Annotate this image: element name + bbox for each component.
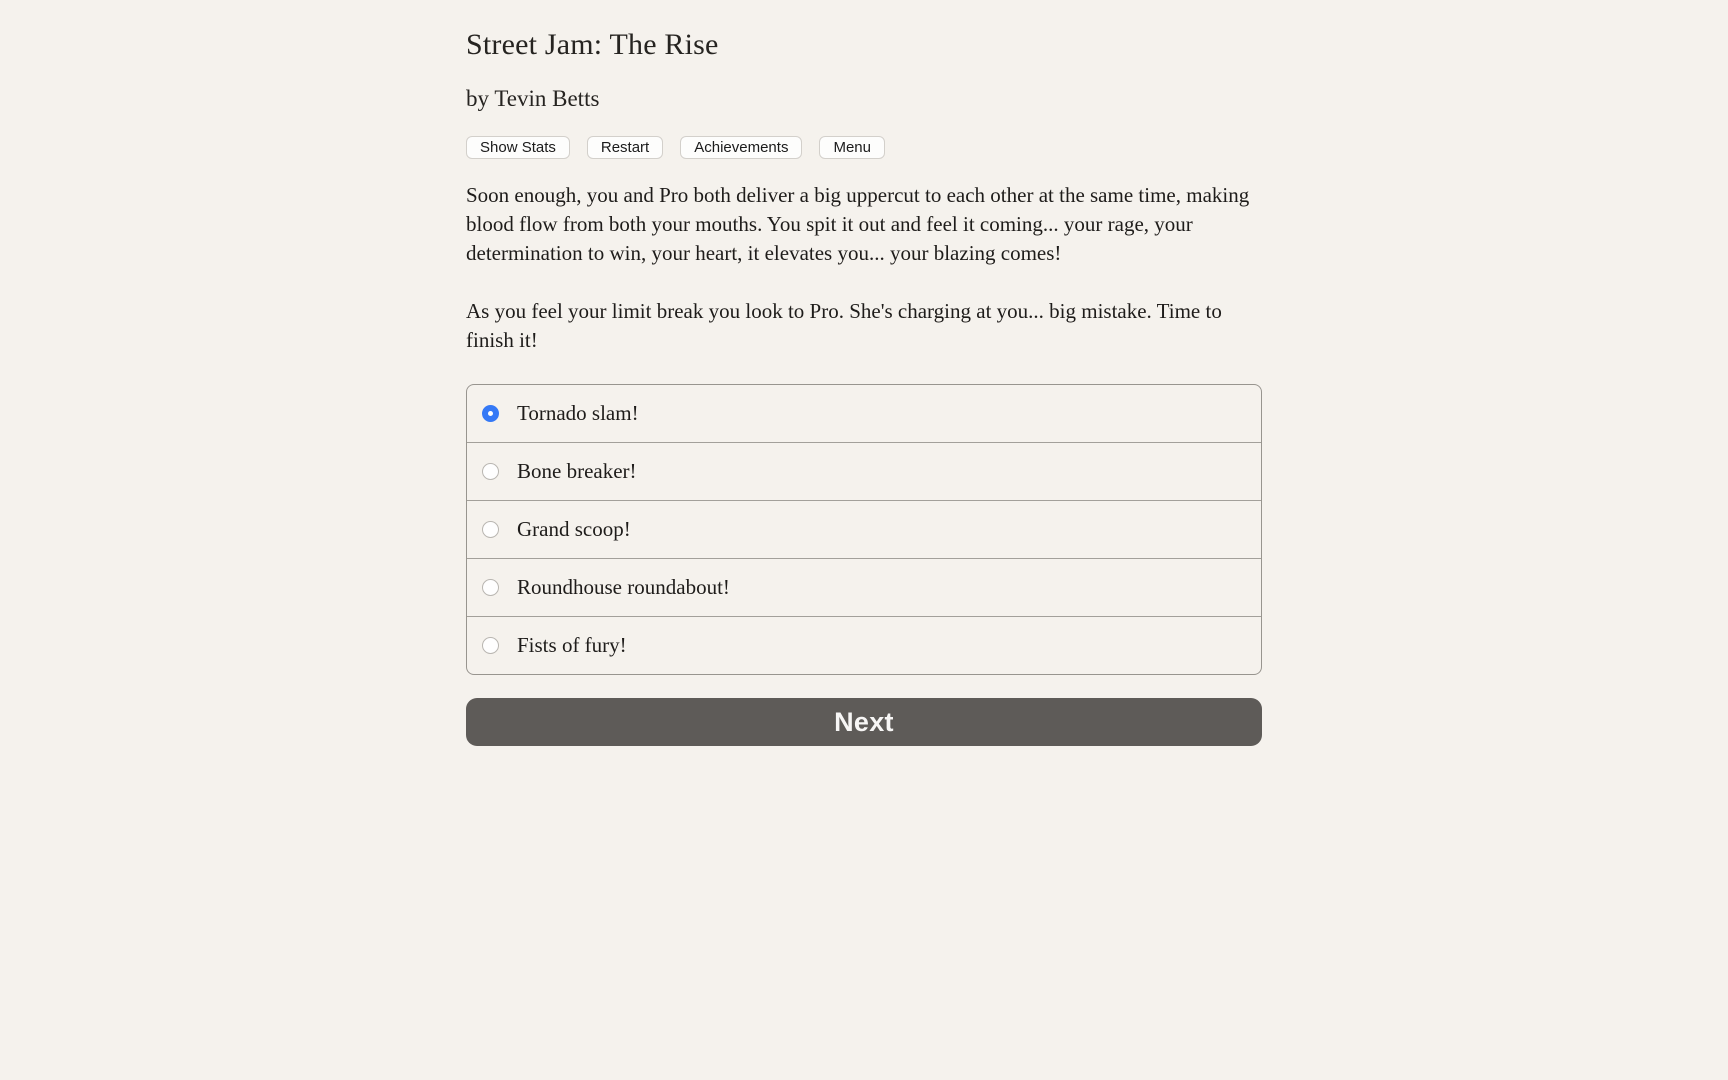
author-byline: by Tevin Betts [466, 86, 600, 111]
choice-option-tornado-slam[interactable] [467, 385, 1261, 442]
toolbar [466, 136, 1262, 159]
choice-label: Tornado slam! [517, 401, 639, 425]
page-title: Street Jam: The Rise [466, 28, 719, 61]
choice-option-grand-scoop[interactable] [467, 500, 1261, 558]
radio-button-icon[interactable] [482, 405, 499, 422]
choice-option-bone-breaker[interactable] [467, 442, 1261, 500]
radio-button-icon[interactable] [482, 579, 499, 596]
choice-label: Grand scoop! [517, 517, 631, 541]
story-paragraph: As you feel your limit break you look to Pro. She's charging at you... big mistake. Time to finish it! [466, 299, 1222, 352]
story-paragraph: Soon enough, you and Pro both deliver a big uppercut to each other at the same time, making blood flow from both your mouths. You spit it out and feel it coming... your rage, your determination to win, your heart, it elevates you... your blazing comes! [466, 183, 1250, 265]
menu-button[interactable]: Menu [819, 136, 885, 159]
show-stats-button[interactable]: Show Stats [466, 136, 570, 159]
choice-label: Bone breaker! [517, 459, 637, 483]
choice-list [466, 384, 1262, 675]
choice-option-fists-of-fury[interactable] [467, 616, 1261, 674]
radio-button-icon[interactable] [482, 521, 499, 538]
radio-button-icon[interactable] [482, 637, 499, 654]
radio-button-icon[interactable] [482, 463, 499, 480]
choice-label: Fists of fury! [517, 633, 627, 657]
choice-option-roundhouse-roundabout[interactable] [467, 558, 1261, 616]
story-text [466, 181, 1262, 355]
next-button[interactable]: Next [466, 698, 1262, 746]
content-column [466, 0, 1262, 746]
achievements-button[interactable]: Achievements [680, 136, 802, 159]
restart-button[interactable]: Restart [587, 136, 663, 159]
choice-label: Roundhouse roundabout! [517, 575, 730, 599]
